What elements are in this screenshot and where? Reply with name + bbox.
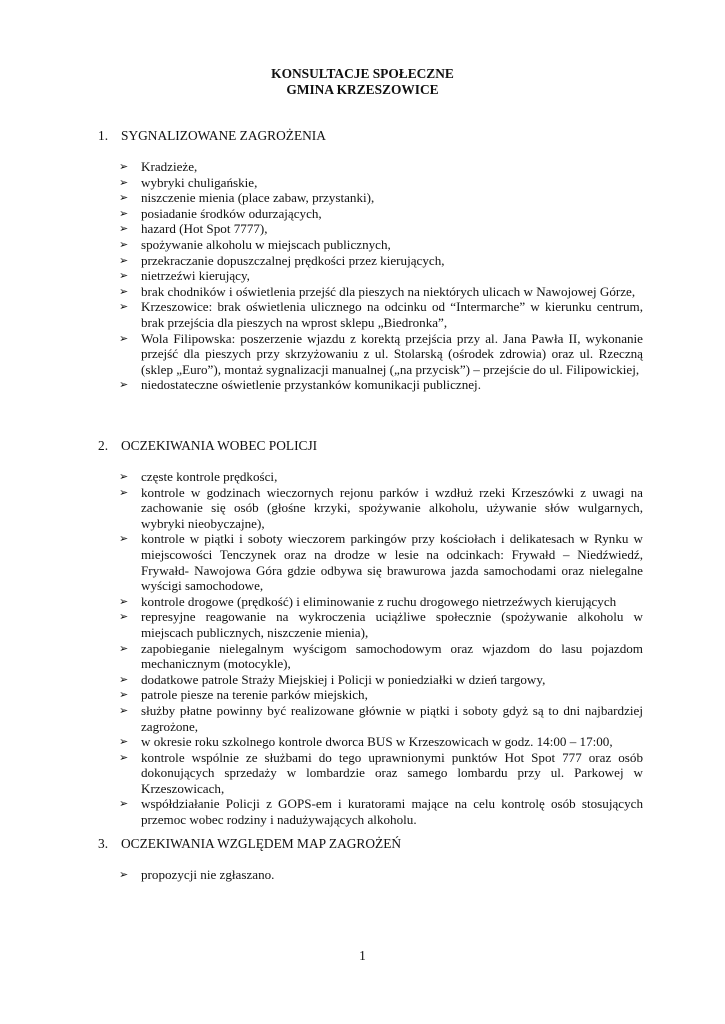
arrow-bullet-icon: ➢ [119, 206, 129, 220]
section-title: SYGNALIZOWANE ZAGROŻENIA [121, 128, 326, 143]
list-item: ➢ Wola Filipowska: poszerzenie wjazdu z korektą przejścia przy al. Jana Pawła II, wykonanie przejść dla pieszych przy skrzyżowaniu z ul. Stolarską (ośrodek zdrowia) oraz ul. Rzeczną (sklep „Euro”), montaż sygnalizacji manualnej („na przycisk”) – przejście do ul. Filipowickiej, [119, 330, 643, 377]
list-item: ➢ dodatkowe patrole Straży Miejskiej i Policji w poniedziałki w dzień targowy, [119, 671, 546, 687]
section-number: 1. [98, 128, 109, 143]
section-3 [98, 836, 643, 883]
arrow-bullet-icon: ➢ [119, 735, 129, 749]
arrow-bullet-icon: ➢ [119, 378, 129, 392]
arrow-bullet-icon: ➢ [119, 641, 129, 655]
arrow-bullet-icon: ➢ [119, 672, 129, 686]
list-item: ➢ wybryki chuligańskie, [119, 174, 258, 190]
section-2-list [98, 469, 643, 828]
arrow-bullet-icon: ➢ [119, 610, 129, 624]
section-2 [98, 438, 643, 828]
list-item: ➢ współdziałanie Policji z GOPS-em i kuratorami mające na celu kontrolę osób stosujących przemoc wobec rodziny i nadużywających alkoholu. [119, 796, 643, 828]
section-heading [98, 836, 643, 852]
list-item: ➢ służby płatne powinny być realizowane głównie w piątki i soboty gdyż są to dni najbardziej zagrożone, [119, 702, 643, 734]
list-item: ➢ represyjne reagowanie na wykroczenia uciążliwe społecznie (spożywanie alkoholu w miejscach publicznych, niszczenie mienia), [119, 609, 643, 640]
arrow-bullet-icon: ➢ [119, 703, 129, 717]
arrow-bullet-icon: ➢ [119, 868, 129, 881]
list-item: ➢ zapobieganie nielegalnym wyścigom samochodowym oraz wjazdom do lasu pojazdom mechanicznym (motocykle), [119, 640, 643, 672]
arrow-bullet-icon: ➢ [119, 253, 129, 267]
section-heading [98, 128, 643, 144]
list-item: ➢ kontrole w godzinach wieczornych rejonu parków i wzdłuż rzeki Krzeszówki z uwagi na zachowanie się osób (głośne krzyki, spożywanie alkoholu, używanie słów wulgarnych, wybryki nieobyczajne), [119, 484, 643, 531]
arrow-bullet-icon: ➢ [119, 750, 129, 764]
list-item: ➢ kontrole w piątki i soboty wieczorem parkingów przy kościołach i delikatesach w Rynku w miejscowości Tenczynek oraz na drodze w lesie na odcinkach: Frywałd – Niedźwiedź, Frywałd- Nawojowa Góra gdzie odbywa się brawurowa jazda samochodami oraz nielegalne wyścigi samochodowe, [119, 531, 643, 594]
list-item: ➢ w okresie roku szkolnego kontrole dworca BUS w Krzeszowicach w godz. 14:00 – 17:00, [119, 734, 613, 750]
arrow-bullet-icon: ➢ [119, 175, 129, 189]
document-title [0, 66, 725, 98]
page-number: 1 [359, 948, 366, 963]
section-heading [98, 438, 643, 454]
list-item: ➢ niedostateczne oświetlenie przystanków komunikacji publicznej. [119, 377, 481, 393]
arrow-bullet-icon: ➢ [119, 160, 129, 173]
list-item: ➢ częste kontrole prędkości, [119, 469, 278, 484]
arrow-bullet-icon: ➢ [119, 594, 129, 608]
section-3-list [98, 867, 643, 883]
list-item: ➢ spożywanie alkoholu w miejscach publicznych, [119, 236, 391, 252]
arrow-bullet-icon: ➢ [119, 470, 129, 483]
arrow-bullet-icon: ➢ [119, 222, 129, 236]
arrow-bullet-icon: ➢ [119, 269, 129, 283]
list-item: ➢ nietrzeźwi kierujący, [119, 268, 250, 284]
arrow-bullet-icon: ➢ [119, 532, 129, 546]
list-item: ➢ propozycji nie zgłaszano. [119, 867, 275, 882]
list-item: ➢ Kradzieże, [119, 159, 198, 174]
arrow-bullet-icon: ➢ [119, 797, 129, 811]
section-1 [98, 128, 643, 393]
arrow-bullet-icon: ➢ [119, 284, 129, 298]
arrow-bullet-icon: ➢ [119, 331, 129, 345]
section-number: 2. [98, 438, 109, 453]
list-item: ➢ brak chodników i oświetlenia przejść dla pieszych na niektórych ulicach w Nawojowej Górze, [119, 283, 636, 299]
list-item: ➢ przekraczanie dopuszczalnej prędkości przez kierujących, [119, 252, 445, 268]
section-1-list [98, 159, 643, 393]
list-item: ➢ hazard (Hot Spot 7777), [119, 221, 268, 237]
arrow-bullet-icon: ➢ [119, 485, 129, 499]
section-title: OCZEKIWANIA WZGLĘDEM MAP ZAGROŻEŃ [121, 836, 402, 851]
list-item: ➢ kontrole drogowe (prędkość) i eliminowanie z ruchu drogowego nietrzeźwych kierujących [119, 593, 617, 609]
list-item: ➢ patrole piesze na terenie parków miejskich, [119, 687, 368, 703]
title-line-1: KONSULTACJE SPOŁECZNE [271, 66, 454, 81]
list-item: ➢ Krzeszowice: brak oświetlenia ulicznego na odcinku od “Intermarche” w kierunku centrum, brak przejścia dla pieszych na wprost sklepu „Biedronka”, [119, 299, 643, 330]
list-item: ➢ kontrole wspólnie ze służbami do tego uprawnionymi punktów Hot Spot 777 oraz osób dokonujących sprzedaży w lombardzie oraz samego lombardu przy ul. Parkowej w Krzeszowicach, [119, 749, 643, 796]
section-number: 3. [98, 836, 109, 851]
arrow-bullet-icon: ➢ [119, 688, 129, 702]
arrow-bullet-icon: ➢ [119, 300, 129, 314]
list-item: ➢ niszczenie mienia (place zabaw, przystanki), [119, 190, 375, 206]
list-item: ➢ posiadanie środków odurzających, [119, 205, 322, 221]
section-title: OCZEKIWANIA WOBEC POLICJI [121, 438, 318, 453]
title-line-2: GMINA KRZESZOWICE [286, 82, 439, 97]
arrow-bullet-icon: ➢ [119, 191, 129, 205]
arrow-bullet-icon: ➢ [119, 237, 129, 251]
